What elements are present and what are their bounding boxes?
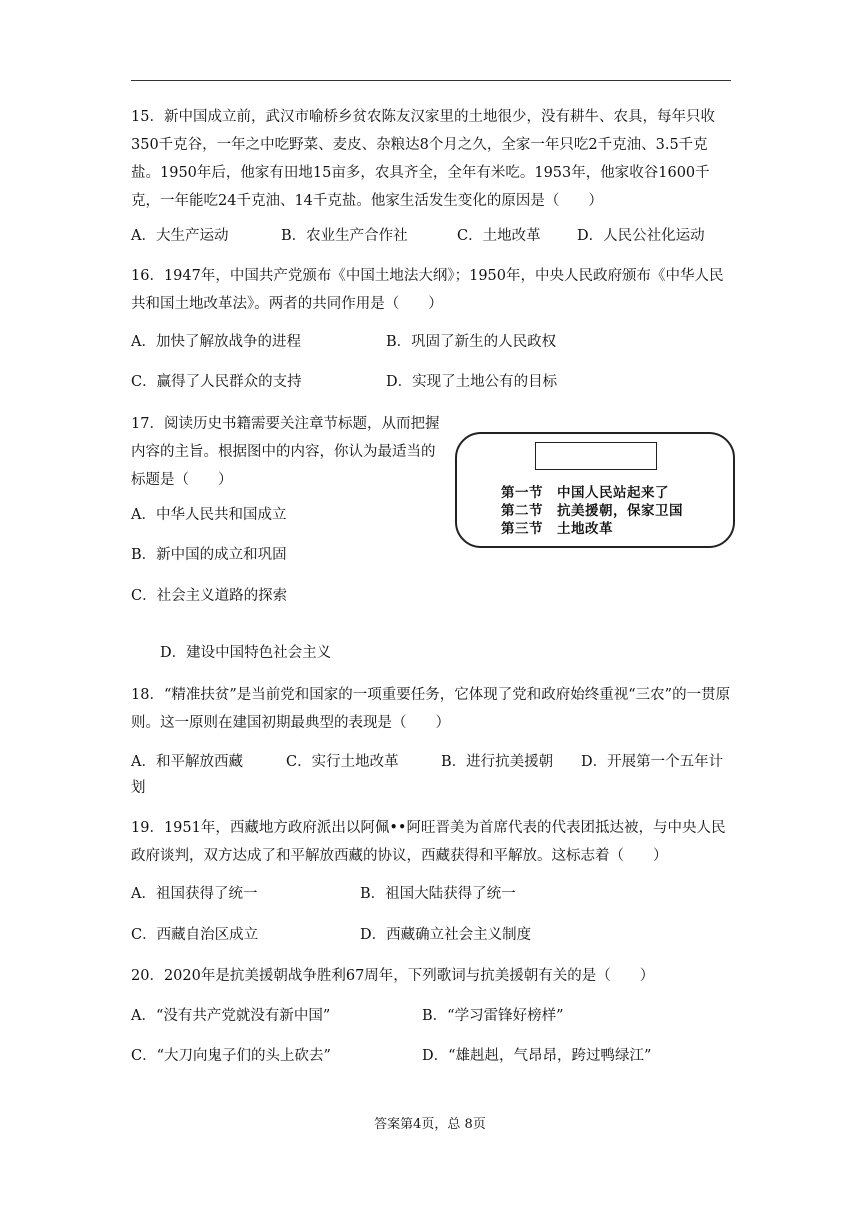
figure-section-1: 第一节 中国人民站起来了: [501, 485, 669, 501]
q19-option-a: A．祖国获得了统一: [131, 886, 258, 902]
figure-section-2: 第二节 抗美援朝，保家卫国: [501, 503, 683, 519]
figure-section-3: 第三节 土地改革: [501, 521, 613, 537]
q18-option-wrap: 划: [131, 780, 146, 796]
q18-option-1: A．和平解放西藏: [131, 754, 243, 770]
q17-option-b: B．新中国的成立和巩固: [131, 547, 287, 563]
q16-option-d: D．实现了土地公有的目标: [386, 374, 558, 390]
q18-option-3: B．进行抗美援朝: [441, 754, 554, 770]
header-rule: [131, 80, 731, 81]
question-20-stem: 20．2020年是抗美援朝战争胜利67周年，下列歌词与抗美援朝有关的是（ ）: [131, 968, 655, 984]
q19-option-d: D．西藏确立社会主义制度: [360, 927, 532, 943]
q15-option-a: A．大生产运动: [131, 228, 229, 244]
q15-option-b: B．农业生产合作社: [281, 228, 408, 244]
q19-option-c: C．西藏自治区成立: [131, 927, 259, 943]
q20-option-a: A．“没有共产党就没有新中国”: [131, 1008, 331, 1024]
q16-option-a: A．加快了解放战争的进程: [131, 334, 301, 350]
q15-option-c: C．土地改革: [457, 228, 541, 244]
question-15-stem: 15．新中国成立前，武汉市喻桥乡贫农陈友汉家里的土地很少，没有耕牛、农具，每年只收350千克谷，一年之中吃野菜、麦皮、杂粮达8个月之久，全家一年只吃2千克油、3.5千克盐。1950年后，他家有田地15亩多，农具齐全，全年有米吃。1953年，他家收谷1600千克，一年能吃24千克油、14千克盐。他家生活发生变化的原因是（ ）: [131, 109, 715, 209]
q18-option-2: C．实行土地改革: [286, 754, 399, 770]
question-18-stem: 18．“精准扶贫”是当前党和国家的一项重要任务，它体现了党和政府始终重视“三农”的一贯原则。这一原则在建国初期最典型的表现是（ ）: [131, 687, 731, 731]
chapter-title-figure: [455, 432, 735, 548]
page-footer: 答案第4页，总 8页: [374, 1117, 486, 1132]
q17-option-a: A．中华人民共和国成立: [131, 507, 287, 523]
question-17-stem: 17．阅读历史书籍需要关注章节标题，从而把握内容的主旨。根据图中的内容，你认为最适当的标题是（ ）: [131, 416, 440, 488]
q15-option-d: D．人民公社化运动: [577, 228, 705, 244]
question-19-stem: 19．1951年，西藏地方政府派出以阿佩••阿旺晋美为首席代表的代表团抵达被，与中央人民政府谈判，双方达成了和平解放西藏的协议，西藏获得和平解放。这标志着（ ）: [131, 820, 726, 864]
q20-option-d: D．“雄赳赳，气昂昂，跨过鸭绿江”: [422, 1048, 652, 1064]
q16-option-b: B．巩固了新生的人民政权: [386, 334, 557, 350]
q17-option-d: D．建设中国特色社会主义: [160, 645, 332, 661]
q19-option-b: B．祖国大陆获得了统一: [360, 886, 516, 902]
q17-option-c: C．社会主义道路的探索: [131, 588, 288, 604]
q20-option-b: B．“学习雷锋好榜样”: [422, 1008, 564, 1024]
question-16-stem: 16．1947年，中国共产党颁布《中国土地法大纲》；1950年，中央人民政府颁布《中华人民共和国土地改革法》。两者的共同作用是（ ）: [131, 268, 724, 312]
q20-option-c: C．“大刀向鬼子们的头上砍去”: [131, 1048, 331, 1064]
q16-option-c: C．赢得了人民群众的支持: [131, 374, 302, 390]
q18-option-4: D．开展第一个五年计: [581, 754, 724, 770]
blank-title-box: [535, 442, 657, 470]
